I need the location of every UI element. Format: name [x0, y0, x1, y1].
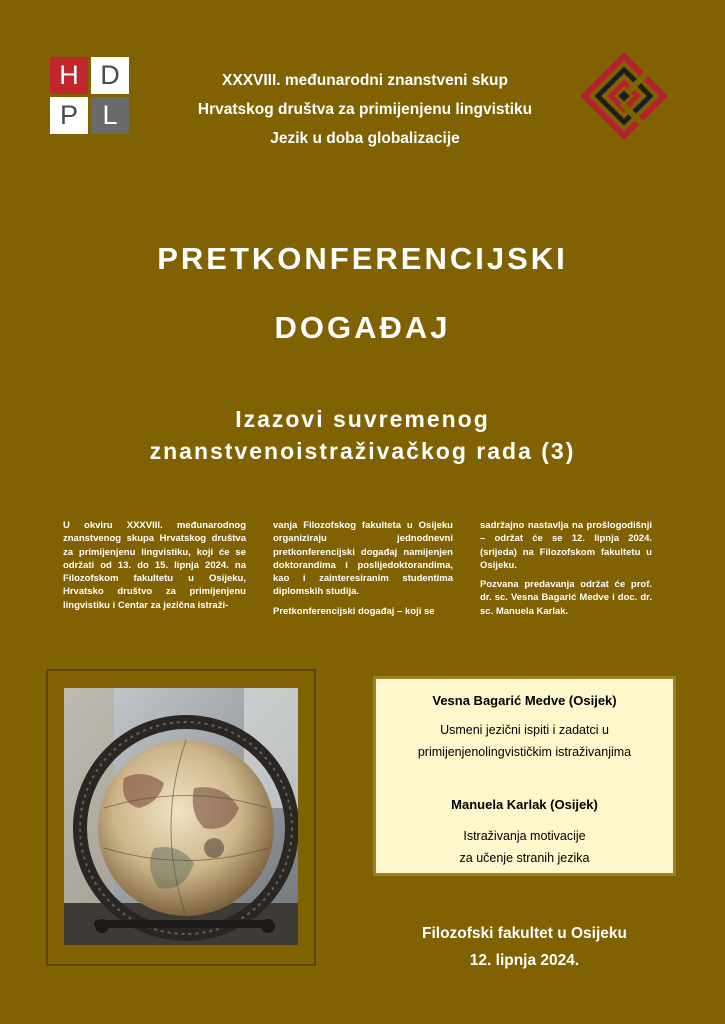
talk-2-title — [376, 825, 673, 869]
speaker-2-name: Manuela Karlak (Osijek) — [451, 797, 598, 812]
event-subtitle — [0, 403, 725, 467]
body-column-1 — [63, 519, 246, 618]
col3-paragraph-2: Pozvana predavanja održat će prof. dr. sc. Vesna Bagarić Medve i doc. dr. sc. Manuela Karlak. — [480, 579, 652, 617]
globe-photo — [64, 688, 298, 945]
conference-header — [150, 66, 580, 153]
title-line-1: PRETKONFERENCIJSKI — [157, 241, 568, 276]
footer-venue: Filozofski fakultet u Osijeku — [422, 925, 627, 942]
body-column-2 — [273, 519, 453, 624]
talk-2-line-2: za učenje stranih jezika — [459, 851, 590, 865]
speaker-1-name: Vesna Bagarić Medve (Osijek) — [432, 693, 617, 708]
logo-letter-h: H — [50, 57, 88, 94]
col3-paragraph-1: sadržajno nastavlja na prošlogodišnji – održat će se 12. lipnja 2024. (srijeda) na Filozofskom fakultetu u Osijeku. — [480, 520, 652, 571]
title-line-2: DOGAĐAJ — [274, 310, 451, 345]
globe-illustration-icon — [64, 688, 298, 945]
logo-letter-l: L — [91, 97, 129, 134]
col2-paragraph-2: Pretkonferencijski događaj – koji se — [273, 605, 435, 617]
header-line-3: Jezik u doba globalizacije — [270, 130, 460, 147]
talk-1-title — [376, 719, 673, 763]
header-line-2: Hrvatskog društva za primijenjenu lingvistiku — [197, 101, 533, 118]
col1-paragraph-1: U okviru XXXVIII. međunarodnog znanstvenog skupa Hrvatskog društva za primijenjenu lingvistiku, koji će se održati od 13. do 15. lipnja 2024. na Filozofskom fakultetu u Osijeku, Hrvatsko društvo za primijenjenu lingvistiku i Centar za jezična istraži- — [63, 520, 246, 611]
footer-date: 12. lipnja 2024. — [469, 952, 580, 969]
subtitle-line-2: znanstvenoistraživačkog rada (3) — [149, 438, 576, 464]
header-line-1: XXXVIII. međunarodni znanstveni skup — [222, 72, 508, 89]
talk-1-line-2: primijenjenolingvističkim istraživanjima — [417, 745, 632, 759]
logo-letter-p: P — [50, 97, 88, 134]
invited-talks-box — [373, 676, 676, 876]
logo-letter-d: D — [91, 57, 129, 94]
talk-2-line-1: Istraživanja motivacije — [463, 829, 586, 843]
talk-1-line-1: Usmeni jezični ispiti i zadatci u — [440, 723, 609, 737]
event-footer — [373, 920, 676, 974]
col2-paragraph-1: vanja Filozofskog fakulteta u Osijeku organiziraju jednodnevni pretkonferencijski događaj namijenjen doktorandima i poslijedoktorandima, kao i zainteresiranim studentima diplomskih studija. — [273, 520, 453, 598]
hdpl-logo — [50, 57, 131, 135]
maze-logo-icon — [578, 50, 670, 142]
subtitle-line-1: Izazovi suvremenog — [235, 406, 490, 432]
body-column-3 — [480, 519, 652, 624]
